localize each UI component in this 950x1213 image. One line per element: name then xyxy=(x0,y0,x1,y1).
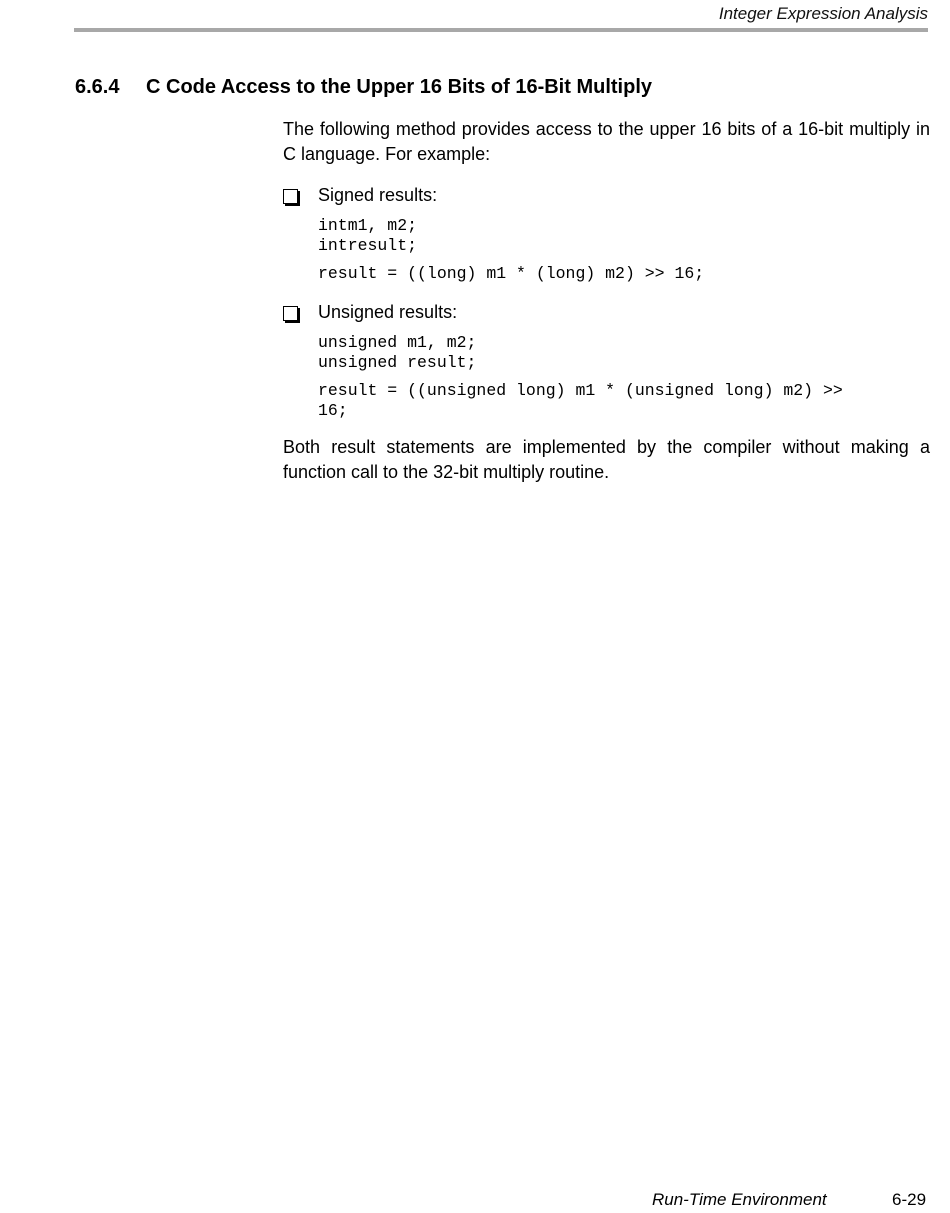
intro-paragraph: The following method provides access to the upper 16 bits of a 16-bit multiply in C language. For example: xyxy=(283,119,930,164)
header-rule xyxy=(74,28,928,32)
footer-chapter-title: Run-Time Environment xyxy=(652,1190,827,1209)
code-block xyxy=(318,216,930,284)
code-line: intresult; xyxy=(318,236,418,255)
section-title: C Code Access to the Upper 16 Bits of 16-Bit Multiply xyxy=(146,76,653,98)
section-number: 6.6.4 xyxy=(75,76,120,98)
bullet-label: Signed results: xyxy=(318,185,438,205)
content xyxy=(283,117,930,485)
footer xyxy=(652,1190,926,1210)
bullet-box-icon xyxy=(283,189,298,204)
bullet-box-icon xyxy=(283,306,298,321)
page-number: 6-29 xyxy=(892,1190,927,1209)
code-line: unsigned result; xyxy=(318,353,477,372)
code-line: result = ((long) m1 * (long) m2) >> 16; xyxy=(318,264,705,283)
bullet-item xyxy=(283,300,930,325)
code-line: intm1, m2; xyxy=(318,216,418,235)
code-line: unsigned m1, m2; xyxy=(318,333,477,352)
bullet-label: Unsigned results: xyxy=(318,302,458,322)
running-header: Integer Expression Analysis xyxy=(718,4,928,23)
bullet-item xyxy=(283,183,930,208)
section-heading xyxy=(75,76,652,99)
code-line: 16; xyxy=(318,401,348,420)
code-line: result = ((unsigned long) m1 * (unsigned long) m2) >> xyxy=(318,381,843,400)
conclusion-paragraph: Both result statements are implemented by the compiler without making a function call to the 32-bit multiply routine. xyxy=(283,437,930,482)
code-block xyxy=(318,333,930,421)
